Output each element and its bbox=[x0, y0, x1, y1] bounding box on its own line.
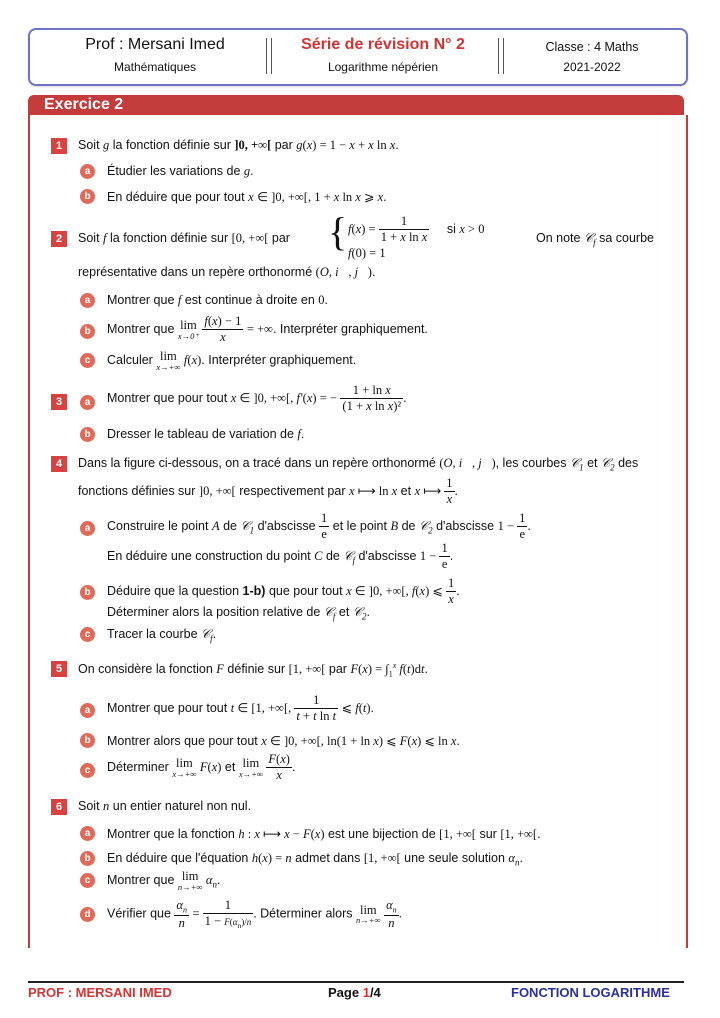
topic: Logarithme népérien bbox=[327, 60, 439, 74]
q5a-text: Montrer que pour tout t ∈ [1, +∞[, $\frac{1}{\text{t + t ln t}}$ ⩽ f(t). bbox=[107, 693, 375, 723]
q4b-text: Déduire que la question 1-b) que pour tout x ∈ ]0, +∞[, f(x) ⩽ $\frac{1}{x}$ . bbox=[107, 576, 460, 606]
class-label: Classe : 4 Maths bbox=[545, 40, 639, 54]
subquestion-badge: b bbox=[80, 585, 95, 600]
subquestion-badge: a bbox=[80, 521, 95, 536]
question-number-badge: 2 bbox=[51, 231, 67, 247]
piecewise-case-1: f(x) = $\frac{1}{\text{1 + x ln x}}$ si x > 0 bbox=[348, 214, 485, 244]
prof-name: Prof : Mersani Imed bbox=[85, 36, 225, 53]
footer-page: Page 1/4 bbox=[328, 985, 381, 1000]
q4a-text: Construire le point A de 𝒞$_1$ d'abscisse $\frac{1}{e}$ et le point B de 𝒞$_2$ d'abscisse 1 − $\frac{1}{e}$ . bbox=[107, 511, 531, 541]
subquestion-badge: a bbox=[80, 293, 95, 308]
q4-line2: fonctions définies sur ]0, +∞[ respectivement par x ⟼ ln x et x ⟼ $\frac{1}{x}$ . bbox=[78, 476, 459, 506]
question-number-badge: 3 bbox=[51, 394, 67, 410]
header-separator bbox=[266, 38, 272, 74]
header-class-col bbox=[512, 36, 672, 74]
q6d-text: Vérifier que $\frac{\alpha_n}{n}$ = $\frac{1}{1 - F(\alpha_n)/n}$ . Déterminer alors lim n→+∞ $\frac{\alpha_n}{n}$ . bbox=[107, 898, 403, 931]
subquestion-badge: b bbox=[80, 851, 95, 866]
q6-intro: Soit n un entier naturel non nul. bbox=[78, 799, 252, 813]
header-box bbox=[28, 28, 688, 86]
subject: Mathématiques bbox=[113, 60, 197, 74]
exercise-title: Exercice 2 bbox=[44, 96, 124, 113]
q5c-text: Déterminer lim x→+∞ F(x) et lim x→+∞ $\frac{F(x)}{x}$ . bbox=[107, 752, 296, 782]
subquestion-badge: a bbox=[80, 164, 95, 179]
exercise-banner bbox=[28, 95, 684, 115]
question-number-badge: 1 bbox=[51, 138, 67, 154]
piecewise-case-2: f(0) = 1 bbox=[348, 246, 386, 260]
q3b-text: Dresser le tableau de variation de f. bbox=[107, 427, 305, 441]
subquestion-badge: c bbox=[80, 627, 95, 642]
q6c-text: Montrer que lim n→+∞ $\alpha_n$. bbox=[107, 869, 221, 892]
header-separator bbox=[498, 38, 504, 74]
header-series-col bbox=[278, 36, 488, 74]
q2a-text: Montrer que f est continue à droite en 0. bbox=[107, 293, 329, 307]
q3a-text: Montrer que pour tout x ∈ ]0, +∞[, f′(x) = − $\frac{\text{1 + ln x}}{\text{(1 + x ln x)²}}$ . bbox=[107, 383, 407, 413]
q1-intro: Soit g la fonction définie sur ]0, +∞[ par g(x) = 1 − x + x ln x. bbox=[78, 138, 399, 152]
subquestion-badge: c bbox=[80, 353, 95, 368]
q4b-line2: Déterminer alors la position relative de 𝒞$_f$ et 𝒞$_2$. bbox=[107, 605, 370, 622]
q4c-text: Tracer la courbe 𝒞$_f$. bbox=[107, 627, 217, 644]
subquestion-badge: b bbox=[80, 324, 95, 339]
q4-intro: Dans la figure ci-dessous, on a tracé dans un repère orthonormé (O, i⃗, j⃗), les courbes 𝒞$_1$ et 𝒞$_2$ des bbox=[78, 456, 639, 473]
subquestion-badge: c bbox=[80, 873, 95, 888]
q5b-text: Montrer alors que pour tout x ∈ ]0, +∞[, ln(1 + ln x) ⩽ F(x) ⩽ ln x. bbox=[107, 734, 460, 748]
q2b-text: Montrer que lim x→0⁺ $\frac{f(x) - 1}{x}$ = +∞. Interpréter graphiquement. bbox=[107, 314, 428, 344]
q1a-text: Étudier les variations de g. bbox=[107, 164, 254, 178]
subquestion-badge: b bbox=[80, 189, 95, 204]
question-number-badge: 6 bbox=[51, 799, 67, 815]
q6b-text: En déduire que l'équation h(x) = n admet dans [1, +∞[ une seule solution $\alpha_n$. bbox=[107, 851, 523, 868]
q4a-line2: En déduire une construction du point C de 𝒞$_f$ d'abscisse 1 − $\frac{1}{e}$ . bbox=[107, 541, 454, 571]
subquestion-badge: b bbox=[80, 427, 95, 442]
header-prof-col bbox=[70, 36, 240, 74]
footer-rule bbox=[28, 981, 684, 983]
footer-chapter: FONCTION LOGARITHME bbox=[511, 985, 670, 1000]
q2-repr: représentative dans un repère orthonormé (O, i⃗, j⃗). bbox=[78, 265, 376, 279]
subquestion-badge: a bbox=[80, 395, 95, 410]
subquestion-badge: d bbox=[80, 907, 95, 922]
school-year: 2021-2022 bbox=[563, 60, 621, 74]
question-number-badge: 5 bbox=[51, 661, 67, 677]
q2-intro: Soit f la fonction définie sur [0, +∞[ par bbox=[78, 231, 290, 245]
subquestion-badge: a bbox=[80, 826, 95, 841]
footer-author: PROF : MERSANI IMED bbox=[28, 985, 172, 1000]
piecewise-brace: { bbox=[328, 209, 348, 254]
subquestion-badge: b bbox=[80, 733, 95, 748]
question-number-badge: 4 bbox=[51, 456, 67, 472]
series-title: Série de révision N° 2 bbox=[301, 36, 465, 53]
q6a-text: Montrer que la fonction h : x ⟼ x − F(x) est une bijection de [1, +∞[ sur [1, +∞[. bbox=[107, 827, 541, 841]
q2c-text: Calculer lim x→+∞ f(x). Interpréter graphiquement. bbox=[107, 349, 357, 372]
subquestion-badge: a bbox=[80, 703, 95, 718]
q5-intro: On considère la fonction F définie sur [1, +∞[ par $F(x) = \int_1^x$ f(t)dt. bbox=[78, 661, 428, 679]
q2-note: On note 𝒞$_f$ sa courbe bbox=[536, 231, 654, 248]
subquestion-badge: c bbox=[80, 763, 95, 778]
q1b-text: En déduire que pour tout x ∈ ]0, +∞[, 1 + x ln x ⩾ x. bbox=[107, 190, 387, 204]
